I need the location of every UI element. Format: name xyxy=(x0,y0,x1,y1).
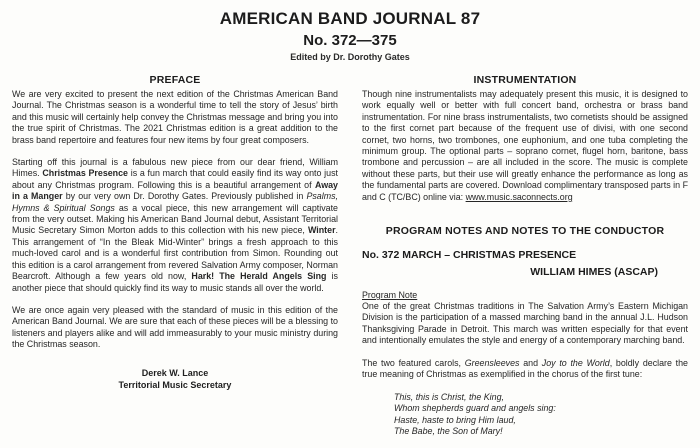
piece-title: No. 372 MARCH – CHRISTMAS PRESENCE xyxy=(362,249,577,262)
two-column-body xyxy=(10,74,690,438)
preface-section xyxy=(12,74,338,438)
journal-issue-numbers: No. 372—375 xyxy=(303,32,397,49)
journal-title: AMERICAN BAND JOURNAL 87 xyxy=(219,9,481,28)
verse-line: This, this is Christ, the King, xyxy=(394,391,504,402)
carol-verse xyxy=(394,392,688,438)
program-notes-section xyxy=(362,225,688,438)
verse-line: Haste, haste to bring Him laud, xyxy=(394,414,516,425)
preface-paragraph-1: We are very excited to present the next edition of the Christmas American Band Journal. The Christmas season is a wonderful time to tell the story of Jesus’ birth and this music will certainly help convey the Christmas message and bring you into the true spirit of Christmas. The 2021 Christmas edition is a great addition to the brass band repertoire and features four new items by four great composers. xyxy=(12,89,338,145)
program-note-paragraph-1: One of the great Christmas traditions in The Salvation Army’s Eastern Michigan Division is the participation of a massed marching band in the annual J.L. Hudson Thanksgiving Parade in Detroit. This march was written especially for that event and intentionally emulates the style and energy of a contemporary marching band. xyxy=(362,301,688,346)
instrumentation-heading: INSTRUMENTATION xyxy=(473,74,577,86)
journal-editor-credit: Edited by Dr. Dorothy Gates xyxy=(290,52,410,62)
signature-name: Derek W. Lance xyxy=(141,367,209,378)
program-notes-heading: PROGRAM NOTES AND NOTES TO THE CONDUCTOR xyxy=(385,225,665,238)
verse-line: Whom shepherds guard and angels sing: xyxy=(394,403,556,414)
instrumentation-paragraph: Though nine instrumentalists may adequately present this music, it is designed to work equally well or better with full concert band, orchestra or brass band instrumentation. For nine brass instrumentalists, two cornetists should be assigned to the first cornet part because of the frequent use of divisi, with one second cornet, two horns, two trombones, one euphonium, and one tuba completing the minimum group. The optional parts – soprano cornet, flugel horn, baritone, bass trombone and percussion – are all included in the score. The music is complete without these parts, but their use will greatly enhance the performance as long as the fundamental parts are covered. Download complimentary transposed parts in F and C (TC/BC) online via: www.music.saconnects.org xyxy=(362,89,688,202)
program-note-paragraph-2: The two featured carols, Greensleeves and Joy to the World, boldly declare the true meaning of Christmas as exemplified in the chorus of the first tune: xyxy=(362,357,688,380)
preface-paragraph-2: Starting off this journal is a fabulous new piece from our dear friend, William Himes. Christmas Presence is a fun march that could easily find its way onto just about any Christmas program. Following this is a beautiful arrangement of Away in a Manger by our very own Dr. Dorothy Gates. Previously published in Psalms, Hymns & Spiritual Songs as a vocal piece, this new arrangement will captivate from the very outset. Making his American Band Journal debut, Assistant Territorial Music Secretary Simon Morton adds to this collection with his new piece, Winter. This arrangement of “In the Bleak Mid-Winter” brings a fresh approach to this much-loved carol and is a wonderful first contribution from Simon. Rounding out this edition is a carol arrangement from revered Salvation Army composer, Norman Bearcroft. Although a few years old now, Hark! The Herald Angels Sing is another piece that should quickly find its way to music stands all over the world. xyxy=(12,157,338,293)
preface-heading: PREFACE xyxy=(149,74,201,86)
signature-title: Territorial Music Secretary xyxy=(118,380,232,391)
verse-line: The Babe, the Son of Mary! xyxy=(394,426,503,437)
download-parts-link[interactable]: www.music.saconnects.org xyxy=(465,191,573,202)
composer-credit: WILLIAM HIMES (ASCAP) xyxy=(530,266,658,279)
preface-paragraph-3: We are once again very pleased with the standard of music in this edition of the American Band Journal. We are sure that each of these pieces will be a blessing to listeners and players alike and will add immeasurably to your music ministry during the Christmas season. xyxy=(12,304,338,350)
journal-header xyxy=(10,9,690,62)
instrumentation-section xyxy=(362,74,688,203)
right-column xyxy=(362,74,688,438)
program-note-label: Program Note xyxy=(362,290,418,301)
signature-block xyxy=(12,367,338,392)
